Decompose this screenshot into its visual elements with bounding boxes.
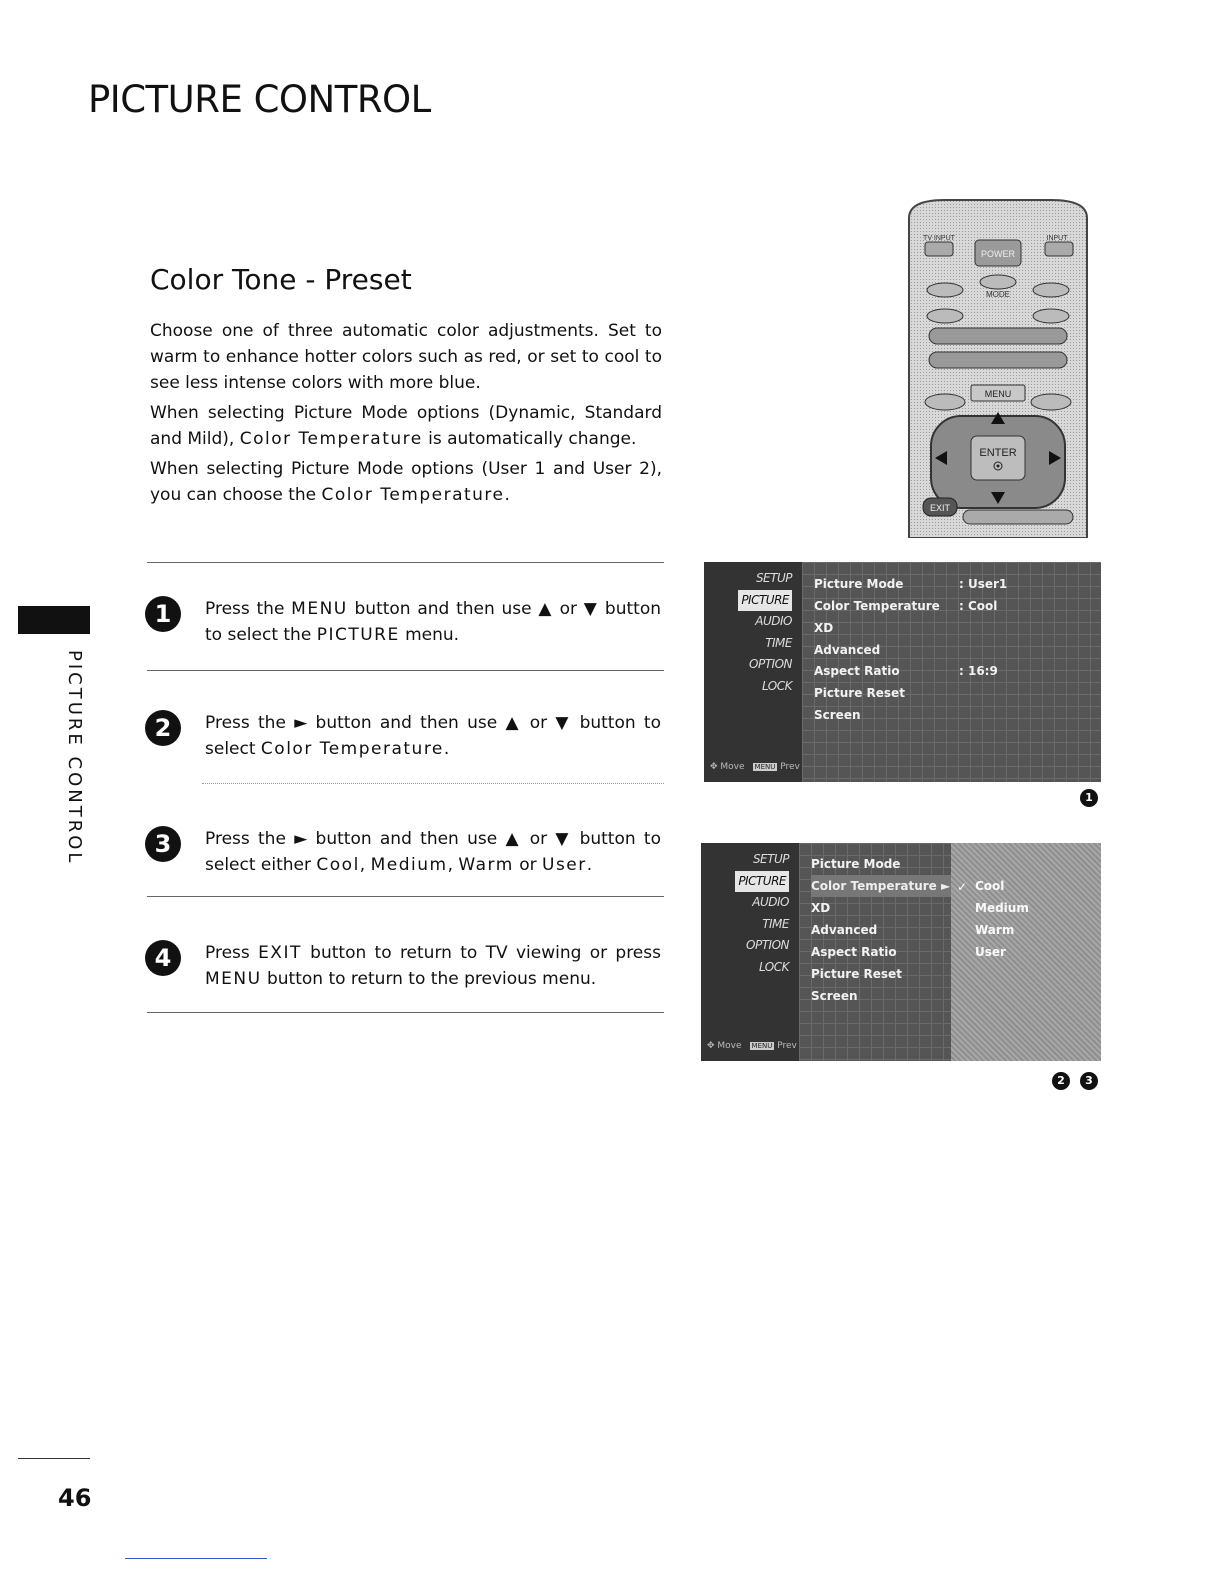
- osd-menu-item: Picture Mode: [811, 857, 901, 871]
- osd-submenu-panel: [951, 843, 1101, 1061]
- intro-text: [150, 318, 662, 512]
- svg-text:TV INPUT: TV INPUT: [923, 235, 955, 242]
- intro-paragraph: When selecting Picture Mode options (User 1 and User 2), you can choose the Color Temperature.: [150, 459, 662, 505]
- osd-menu-item: Screen: [811, 989, 858, 1003]
- osd-tab-lock: LOCK: [758, 959, 789, 974]
- svg-text:MENU: MENU: [984, 389, 1012, 399]
- osd-screen-picture-menu: [704, 562, 1101, 782]
- dotted-divider: [202, 783, 664, 784]
- osd-submenu-option: Medium: [975, 901, 1029, 915]
- page-number: 46: [58, 1484, 92, 1512]
- svg-text:INPUT: INPUT: [1046, 235, 1068, 242]
- remote-control-illustration: [905, 198, 1091, 538]
- check-icon: ✓: [957, 880, 968, 894]
- step-text: Press the ► button and then use ▲ or ▼ button to select either Cool, Medium, Warm or User.: [205, 829, 661, 875]
- osd-submenu-option: Warm: [975, 923, 1015, 937]
- osd-tab-setup: SETUP: [752, 852, 789, 866]
- osd-menu-item: Picture Reset: [811, 967, 902, 981]
- step-text: Press the MENU button and then use ▲ or ▼ button to select the PICTURE menu.: [205, 599, 661, 645]
- osd-footer: ✥ Move MENU Prev: [710, 762, 800, 772]
- osd-tab-column: [704, 562, 802, 782]
- divider: [147, 1012, 664, 1013]
- osd-tab-audio: AUDIO: [755, 614, 792, 628]
- osd-menu-item: Picture Mode : User1: [814, 577, 1008, 591]
- power-label: POWER: [980, 249, 1016, 259]
- osd-tab-option: OPTION: [746, 938, 789, 952]
- osd-tab-option: OPTION: [749, 657, 792, 671]
- page-title: PICTURE CONTROL: [88, 78, 431, 121]
- osd-menu-item: Screen: [814, 708, 861, 722]
- bottom-link-underline: [125, 1558, 267, 1559]
- osd-menu-item: Advanced: [814, 643, 881, 657]
- divider: [147, 896, 664, 897]
- step-number: 4: [145, 940, 181, 976]
- osd-submenu-option: User: [975, 945, 1006, 959]
- osd-screen-color-temperature: [701, 843, 1101, 1061]
- osd-tab-picture: PICTURE: [738, 590, 792, 612]
- osd-tab-time: TIME: [765, 635, 792, 650]
- osd-tab-audio: AUDIO: [752, 895, 789, 909]
- osd-tab-picture: PICTURE: [735, 871, 789, 893]
- osd-footer: ✥ Move MENU Prev: [707, 1041, 797, 1051]
- osd-menu-panel: [799, 843, 951, 1061]
- osd-tab-setup: SETUP: [755, 571, 792, 585]
- sidebar-label: PICTURE CONTROL: [64, 650, 85, 866]
- osd-menu-panel: [802, 562, 1101, 782]
- figure-marker-2: 2: [1052, 1072, 1070, 1090]
- step-text: Press the ► button and then use ▲ or ▼ button to select Color Temperature.: [205, 713, 661, 759]
- divider: [147, 670, 664, 671]
- osd-menu-item: Aspect Ratio : 16:9: [814, 664, 998, 678]
- svg-text:ENTER: ENTER: [979, 447, 1017, 459]
- step-text: Press EXIT button to return to TV viewing or press MENU button to return to the previous menu.: [205, 943, 661, 989]
- osd-menu-item: XD: [814, 621, 834, 635]
- osd-tab-lock: LOCK: [761, 678, 792, 693]
- osd-tab-time: TIME: [762, 916, 789, 931]
- divider: [147, 562, 664, 563]
- section-tab-bar: [18, 606, 90, 634]
- osd-menu-item: Color Temperature : Cool: [814, 599, 998, 613]
- osd-tab-column: [701, 843, 799, 1061]
- step-number: 2: [145, 710, 181, 746]
- osd-menu-item-selected: Color Temperature ►: [811, 875, 951, 897]
- figure-marker-3: 3: [1080, 1072, 1098, 1090]
- step-number: 3: [145, 826, 181, 862]
- svg-text:EXIT: EXIT: [929, 503, 951, 513]
- osd-submenu-option: Cool: [975, 879, 1005, 893]
- osd-menu-item: XD: [811, 901, 831, 915]
- osd-menu-item: Advanced: [811, 923, 878, 937]
- figure-marker-1: 1: [1080, 789, 1098, 807]
- section-title: Color Tone - Preset: [150, 263, 412, 296]
- step-number: 1: [145, 596, 181, 632]
- osd-menu-item: Picture Reset: [814, 686, 905, 700]
- intro-paragraph: When selecting Picture Mode options (Dynamic, Standard and Mild), Color Temperature is automatically change.: [150, 403, 662, 449]
- footer-rule: [18, 1458, 90, 1459]
- svg-text:MODE: MODE: [986, 290, 1010, 299]
- osd-menu-item: Aspect Ratio: [811, 945, 897, 959]
- intro-paragraph: Choose one of three automatic color adjustments. Set to warm to enhance hotter colors such as red, or set to cool to see less intense colors with more blue.: [150, 321, 662, 393]
